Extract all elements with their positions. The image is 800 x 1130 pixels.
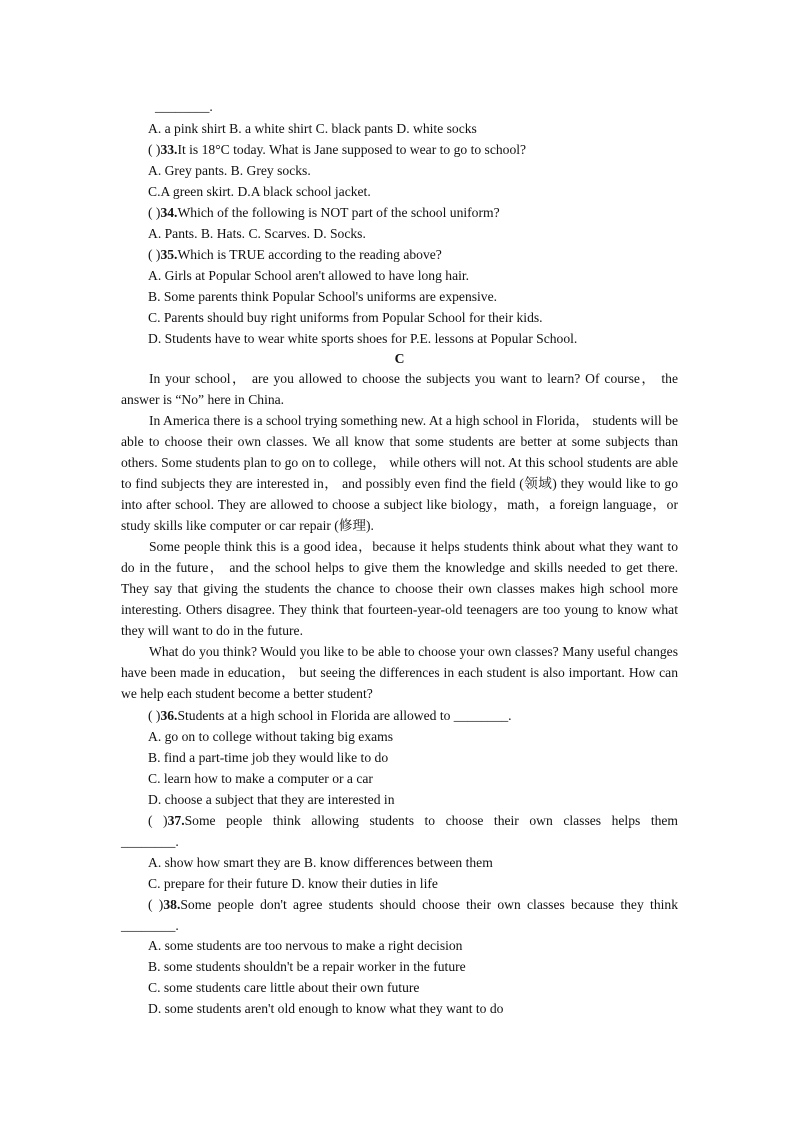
q37-options-line1: A. show how smart they are B. know differences between them — [148, 855, 493, 870]
q35-question — [148, 247, 442, 263]
q36-option-b: B. find a part-time job they would like to do — [148, 750, 389, 765]
question-number: 33. — [160, 142, 178, 157]
q38-question — [148, 897, 678, 913]
q32-answer-blank: ________. — [155, 99, 213, 114]
q38-answer-blank: ________. — [121, 918, 179, 933]
question-number: 35. — [160, 247, 178, 262]
answer-paren: ( ) — [148, 708, 161, 723]
q37-question — [148, 813, 678, 829]
question-number: 38. — [163, 897, 181, 912]
q36-option-d: D. choose a subject that they are interested in — [148, 792, 395, 807]
question-text: Which of the following is NOT part of the school uniform? — [177, 205, 500, 220]
answer-paren: ( ) — [148, 247, 161, 262]
q38-option-b: B. some students shouldn't be a repair worker in the future — [148, 959, 466, 974]
answer-paren: ( ) — [148, 813, 168, 828]
answer-paren: ( ) — [148, 142, 161, 157]
q36-question — [148, 708, 512, 724]
question-number: 37. — [167, 813, 185, 828]
q35-option-a: A. Girls at Popular School aren't allowed to have long hair. — [148, 268, 470, 283]
question-text: Some people don't agree students should choose their own classes because they think — [180, 897, 678, 912]
section-heading: C — [394, 351, 405, 366]
q36-option-a: A. go on to college without taking big exams — [148, 729, 394, 744]
q32-options: A. a pink shirt B. a white shirt C. black pants D. white socks — [148, 121, 477, 136]
q38-option-c: C. some students care little about their own future — [148, 980, 420, 995]
q33-options-line2: C.A green skirt. D.A black school jacket. — [148, 184, 371, 199]
passage-paragraph-4: What do you think? Would you like to be able to choose your own classes? Many useful changes have been made in education， but seeing the differences in each student is also important. How can we help each student become a better student? — [121, 644, 678, 701]
question-text: Some people think allowing students to choose their own classes helps them — [184, 813, 679, 828]
q37-answer-blank: ________. — [121, 834, 179, 849]
answer-paren: ( ) — [148, 897, 164, 912]
q36-option-c: C. learn how to make a computer or a car — [148, 771, 373, 786]
q35-option-d: D. Students have to wear white sports shoes for P.E. lessons at Popular School. — [148, 331, 578, 346]
question-number: 36. — [160, 708, 178, 723]
q38-option-a: A. some students are too nervous to make a right decision — [148, 938, 463, 953]
q35-option-c: C. Parents should buy right uniforms from Popular School for their kids. — [148, 310, 543, 325]
passage-paragraph-1: In your school， are you allowed to choose the subjects you want to learn? Of course， the answer is “No” here in China. — [121, 371, 678, 407]
q33-question — [148, 142, 526, 158]
question-text: Which is TRUE according to the reading above? — [177, 247, 442, 262]
q33-options-line1: A. Grey pants. B. Grey socks. — [148, 163, 311, 178]
question-text: It is 18°C today. What is Jane supposed to wear to go to school? — [177, 142, 527, 157]
question-text: Students at a high school in Florida are allowed to ________. — [177, 708, 512, 723]
passage-paragraph-3: Some people think this is a good idea，because it helps students think about what they want to do in the future， and the school helps to give them the knowledge and skills needed to get there. They say that giving the students the chance to choose their own classes makes high school more interesting. Others disagree. They think that fourteen-year-old teenagers are too young to know what they will want to do in the future. — [121, 539, 678, 638]
q35-option-b: B. Some parents think Popular School's uniforms are expensive. — [148, 289, 498, 304]
q38-option-d: D. some students aren't old enough to know what they want to do — [148, 1001, 504, 1016]
q34-options: A. Pants. B. Hats. C. Scarves. D. Socks. — [148, 226, 366, 241]
answer-paren: ( ) — [148, 205, 161, 220]
passage-paragraph-2: In America there is a school trying something new. At a high school in Florida， students will be able to choose their own classes. We all know that some students are better at some subjects than others. Some students plan to go on to college， while others will not. At this school students are able to find subjects they are interested in， and possibly even find the field (领域) they would like to go into after school. They are allowed to choose a subject like biology，math，a foreign language，or study skills like computer or car repair (修理). — [121, 413, 678, 533]
q37-options-line2: C. prepare for their future D. know their duties in life — [148, 876, 438, 891]
q34-question — [148, 205, 500, 221]
question-number: 34. — [160, 205, 178, 220]
